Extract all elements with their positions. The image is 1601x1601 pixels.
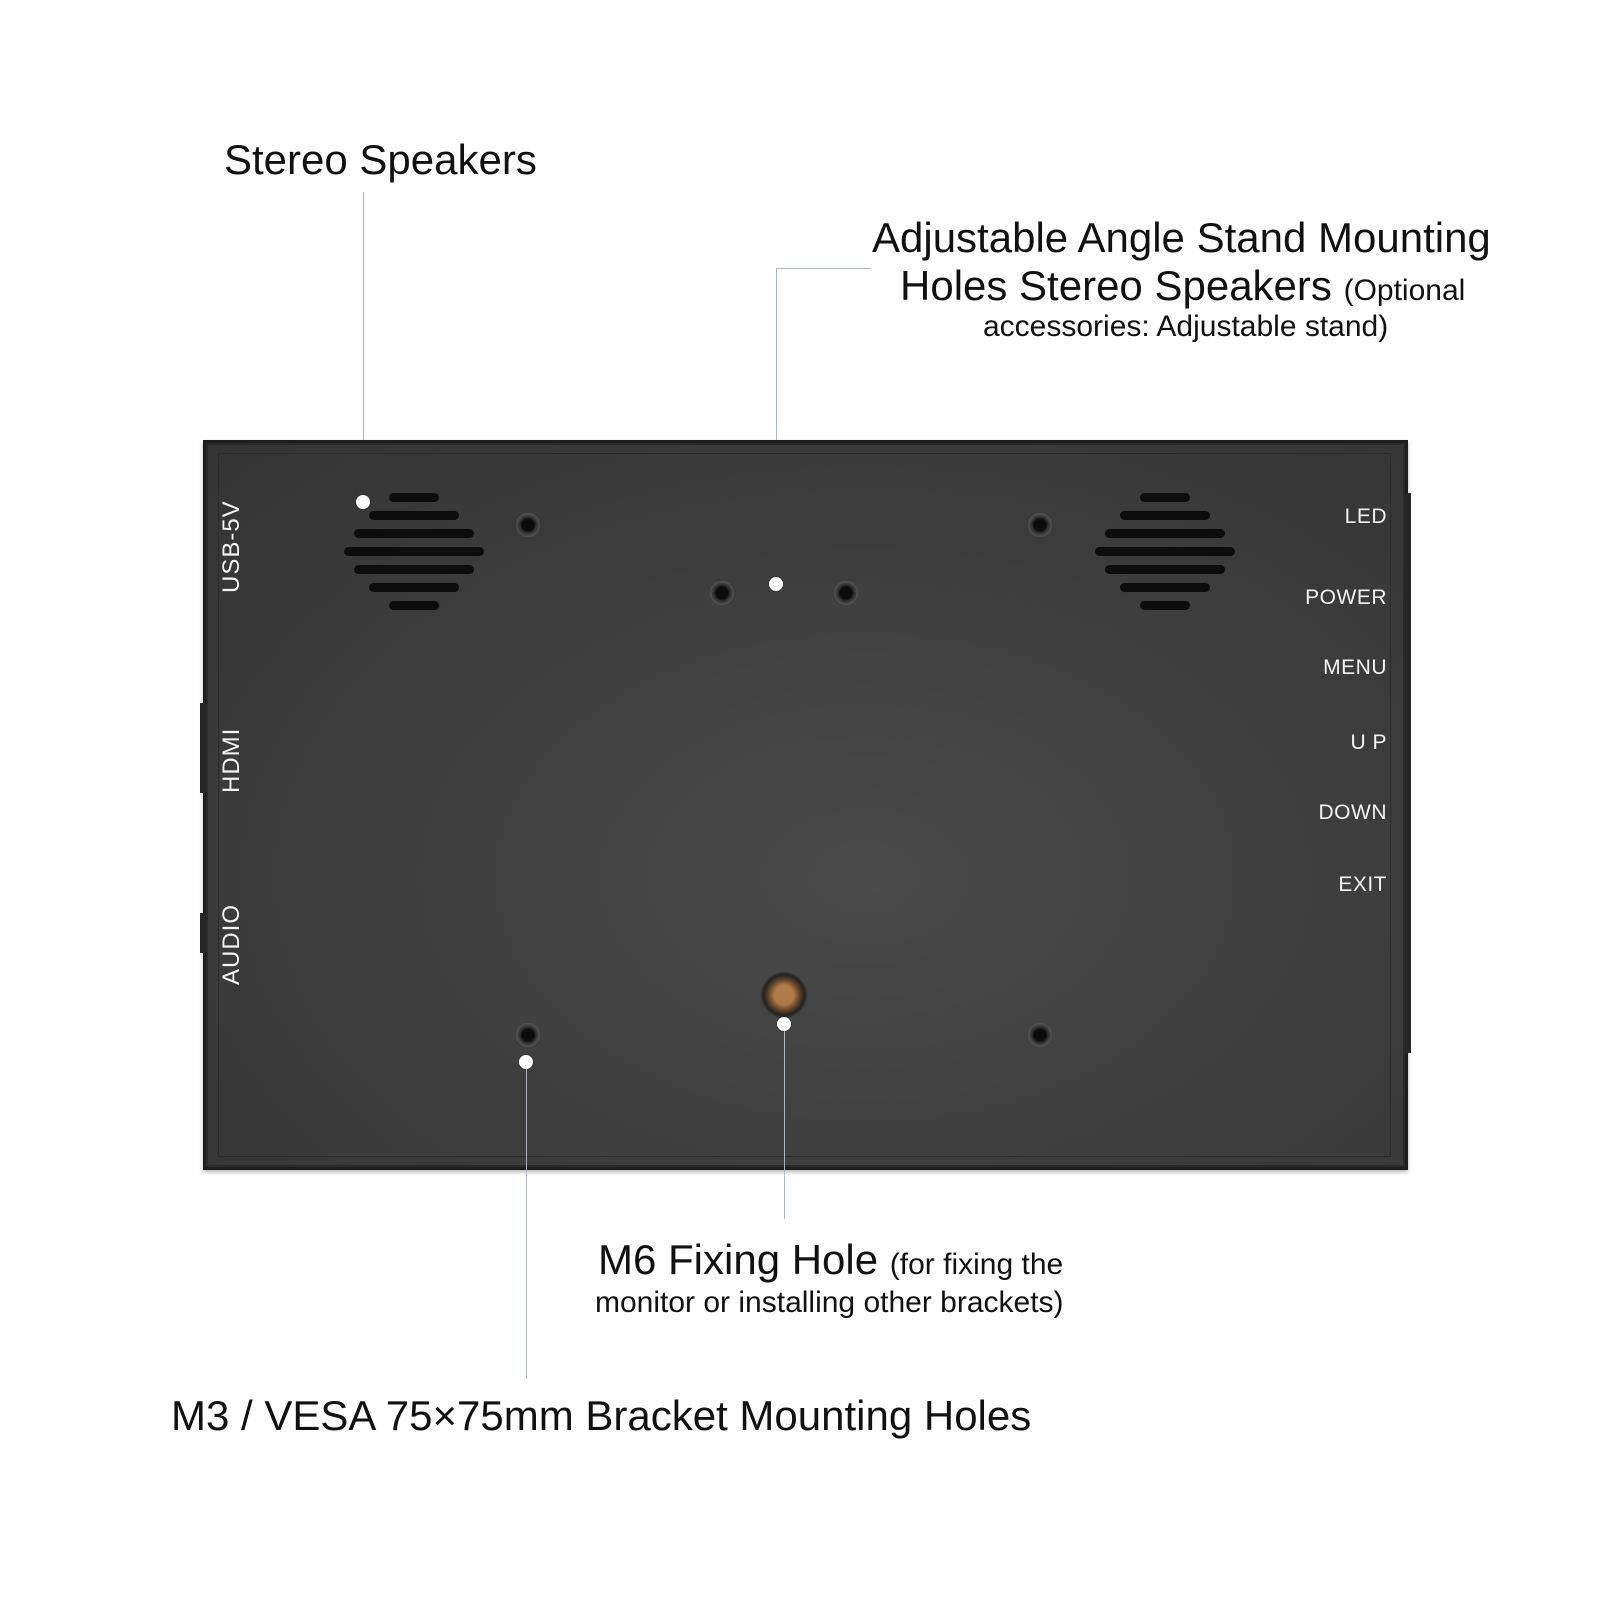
speaker-slot <box>369 583 459 592</box>
left-side-notch-hdmi <box>200 703 206 793</box>
button-label-power: POWER <box>1305 586 1387 609</box>
speaker-slot <box>369 511 459 520</box>
speaker-slot <box>1120 583 1210 592</box>
stand-hole-left <box>710 581 734 605</box>
stand-holes-line2-note: (Optional <box>1343 274 1466 307</box>
m6-callout <box>598 1236 1063 1284</box>
speaker-slot <box>1140 493 1190 502</box>
left-side-notch-audio <box>200 913 206 953</box>
vesa-callout: M3 / VESA 75×75mm Bracket Mounting Holes <box>171 1392 1032 1439</box>
port-label-hdmi: HDMI <box>218 727 245 793</box>
m6-leader <box>784 1031 785 1219</box>
m6-callout-main: M6 Fixing Hole <box>598 1236 879 1283</box>
m6-callout-line2: monitor or installing other brackets) <box>595 1286 1064 1319</box>
stand-holes-callout-line2 <box>900 262 1465 310</box>
speaker-slot <box>354 529 474 538</box>
m6-marker <box>777 1017 791 1031</box>
stereo-speakers-marker <box>356 495 370 509</box>
vesa-leader <box>526 1069 527 1379</box>
stand-hole-right <box>834 581 858 605</box>
vesa-hole-top-left <box>516 513 540 537</box>
button-label-exit: EXIT <box>1338 873 1387 896</box>
port-label-usb: USB-5V <box>218 500 245 593</box>
left-speaker-grille <box>339 491 489 621</box>
button-label-up: U P <box>1350 731 1387 754</box>
speaker-slot <box>1120 511 1210 520</box>
button-label-down: DOWN <box>1318 801 1387 824</box>
speaker-slot <box>354 565 474 574</box>
button-label-led: LED <box>1344 505 1387 528</box>
vesa-hole-top-right <box>1028 513 1052 537</box>
stand-holes-line2-main: Holes Stereo Speakers <box>900 262 1332 309</box>
speaker-slot <box>344 547 484 556</box>
stand-holes-callout-line3: accessories: Adjustable stand) <box>983 310 1389 343</box>
speaker-slot <box>1105 529 1225 538</box>
right-side-notch <box>1405 493 1411 1053</box>
stereo-speakers-callout: Stereo Speakers <box>224 136 537 183</box>
port-label-audio: AUDIO <box>218 903 245 985</box>
vesa-hole-bottom-right <box>1028 1023 1052 1047</box>
right-speaker-grille <box>1090 491 1240 621</box>
m6-callout-note: (for fixing the <box>889 1248 1064 1281</box>
vesa-marker <box>519 1055 533 1069</box>
speaker-slot <box>389 601 439 610</box>
stand-holes-marker <box>769 577 783 591</box>
stand-holes-leader-h <box>776 268 871 269</box>
speaker-slot <box>389 493 439 502</box>
vesa-hole-bottom-left <box>516 1023 540 1047</box>
speaker-slot <box>1105 565 1225 574</box>
monitor-back-panel <box>203 440 1408 1170</box>
speaker-slot <box>1095 547 1235 556</box>
stand-holes-callout-line1: Adjustable Angle Stand Mounting <box>872 214 1491 261</box>
button-label-menu: MENU <box>1323 656 1387 679</box>
speaker-slot <box>1140 601 1190 610</box>
m6-fixing-hole <box>761 972 807 1018</box>
